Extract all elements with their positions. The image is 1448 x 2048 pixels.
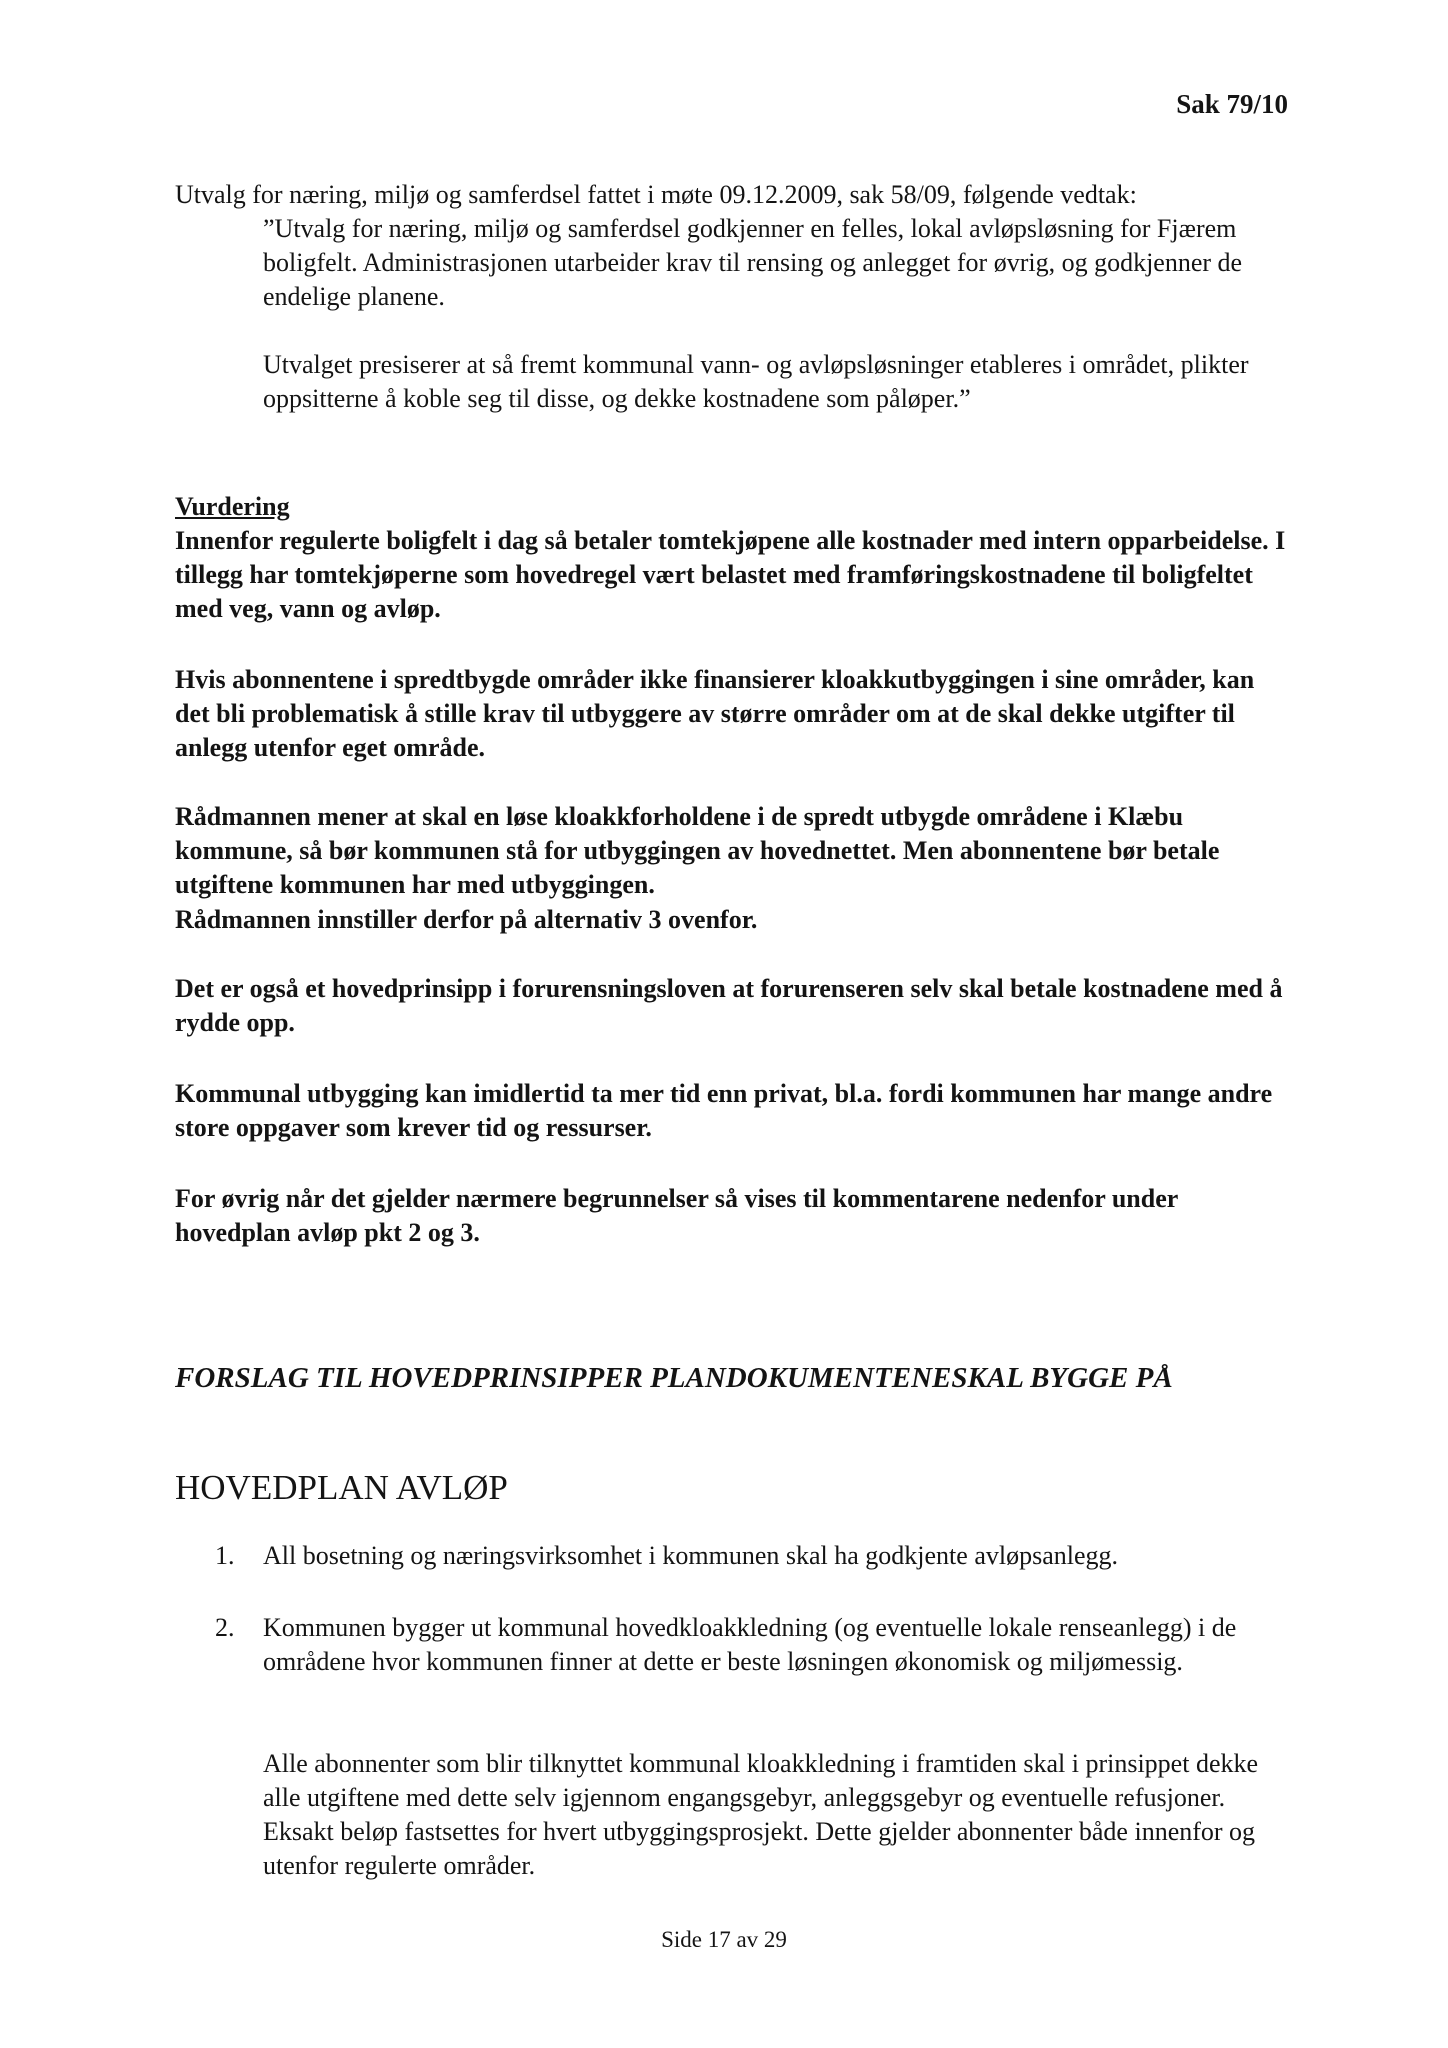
assessment-heading: Vurdering: [175, 492, 290, 521]
list-item-text: Kommunen bygger ut kommunal hovedkloakkledning (og eventuelle lokale renseanlegg) i de områdene hvor kommunen finner at dette er beste løsningen økonomisk og miljømessig.: [263, 1613, 1237, 1676]
assessment-paragraph-5: Kommunal utbygging kan imidlertid ta mer tid enn privat, bl.a. fordi kommunen har mange andre store oppgaver som krever tid og ressurser.: [175, 1079, 1273, 1142]
list-item-continuation: Alle abonnenter som blir tilknyttet kommunal kloakkledning i framtiden skal i prinsippet dekke alle utgiftene med dette selv igjennom engangsgebyr, anleggsgebyr og eventuelle refusjoner. Eksakt beløp fastsettes for hvert utbyggingsprosjekt. Dette gjelder abonnenter både innenfor og utenfor regulerte områder.: [263, 1749, 1259, 1880]
assessment-paragraph-3: Rådmannen mener at skal en løse kloakkforholdene i de spredt utbygde områdene i Klæbu kommune, så bør kommunen stå for utbyggingen av hovednettet. Men abonnentene bør betale utgiftene kommunen har med utbyggingen.: [175, 802, 1220, 899]
assessment-paragraph-4: Det er også et hovedprinsipp i forurensningsloven at forurenseren selv skal betale kostnadene med å rydde opp.: [175, 974, 1283, 1037]
page-number-footer: Side 17 av 29: [661, 1927, 787, 1952]
list-item-text: All bosetning og næringsvirksomhet i kommunen skal ha godkjente avløpsanlegg.: [263, 1541, 1119, 1570]
list-item-number: 2.: [215, 1613, 235, 1642]
decision-quote-paragraph-1: ”Utvalg for næring, miljø og samferdsel godkjenner en felles, lokal avløpsløsning for Fjærem boligfelt. Administrasjonen utarbeider krav til rensing og anlegget for øvrig, og godkjenner de endelige planene.: [263, 214, 1243, 311]
assessment-recommendation: Rådmannen innstiller derfor på alternativ 3 ovenfor.: [175, 905, 758, 934]
assessment-paragraph-1: Innenfor regulerte boligfelt i dag så betaler tomtekjøpene alle kostnader med intern opparbeidelse. I tillegg har tomtekjøperne som hovedregel vært belastet med framføringskostnadene til boligfeltet med veg, vann og avløp.: [175, 526, 1286, 623]
assessment-paragraph-6: For øvrig når det gjelder nærmere begrunnelser så vises til kommentarene nedenfor under hovedplan avløp pkt 2 og 3.: [175, 1184, 1178, 1247]
assessment-paragraph-2: Hvis abonnentene i spredtbygde områder ikke finansierer kloakkutbyggingen i sine områder, kan det bli problematisk å stille krav til utbyggere av større områder om at de skal dekke utgifter til anlegg utenfor eget område.: [175, 665, 1255, 762]
list-item-number: 1.: [215, 1541, 235, 1570]
plan-heading: HOVEDPLAN AVLØP: [175, 1468, 508, 1507]
case-number: Sak 79/10: [1176, 89, 1288, 119]
decision-quote-paragraph-2: Utvalget presiserer at så fremt kommunal vann- og avløpsløsninger etableres i området, plikter oppsitterne å koble seg til disse, og dekke kostnadene som påløper.”: [263, 350, 1249, 413]
principles-heading: FORSLAG TIL HOVEDPRINSIPPER PLANDOKUMENTENESKAL BYGGE PÅ: [175, 1362, 1173, 1394]
decision-intro: Utvalg for næring, miljø og samferdsel fattet i møte 09.12.2009, sak 58/09, følgende vedtak:: [175, 180, 1137, 209]
